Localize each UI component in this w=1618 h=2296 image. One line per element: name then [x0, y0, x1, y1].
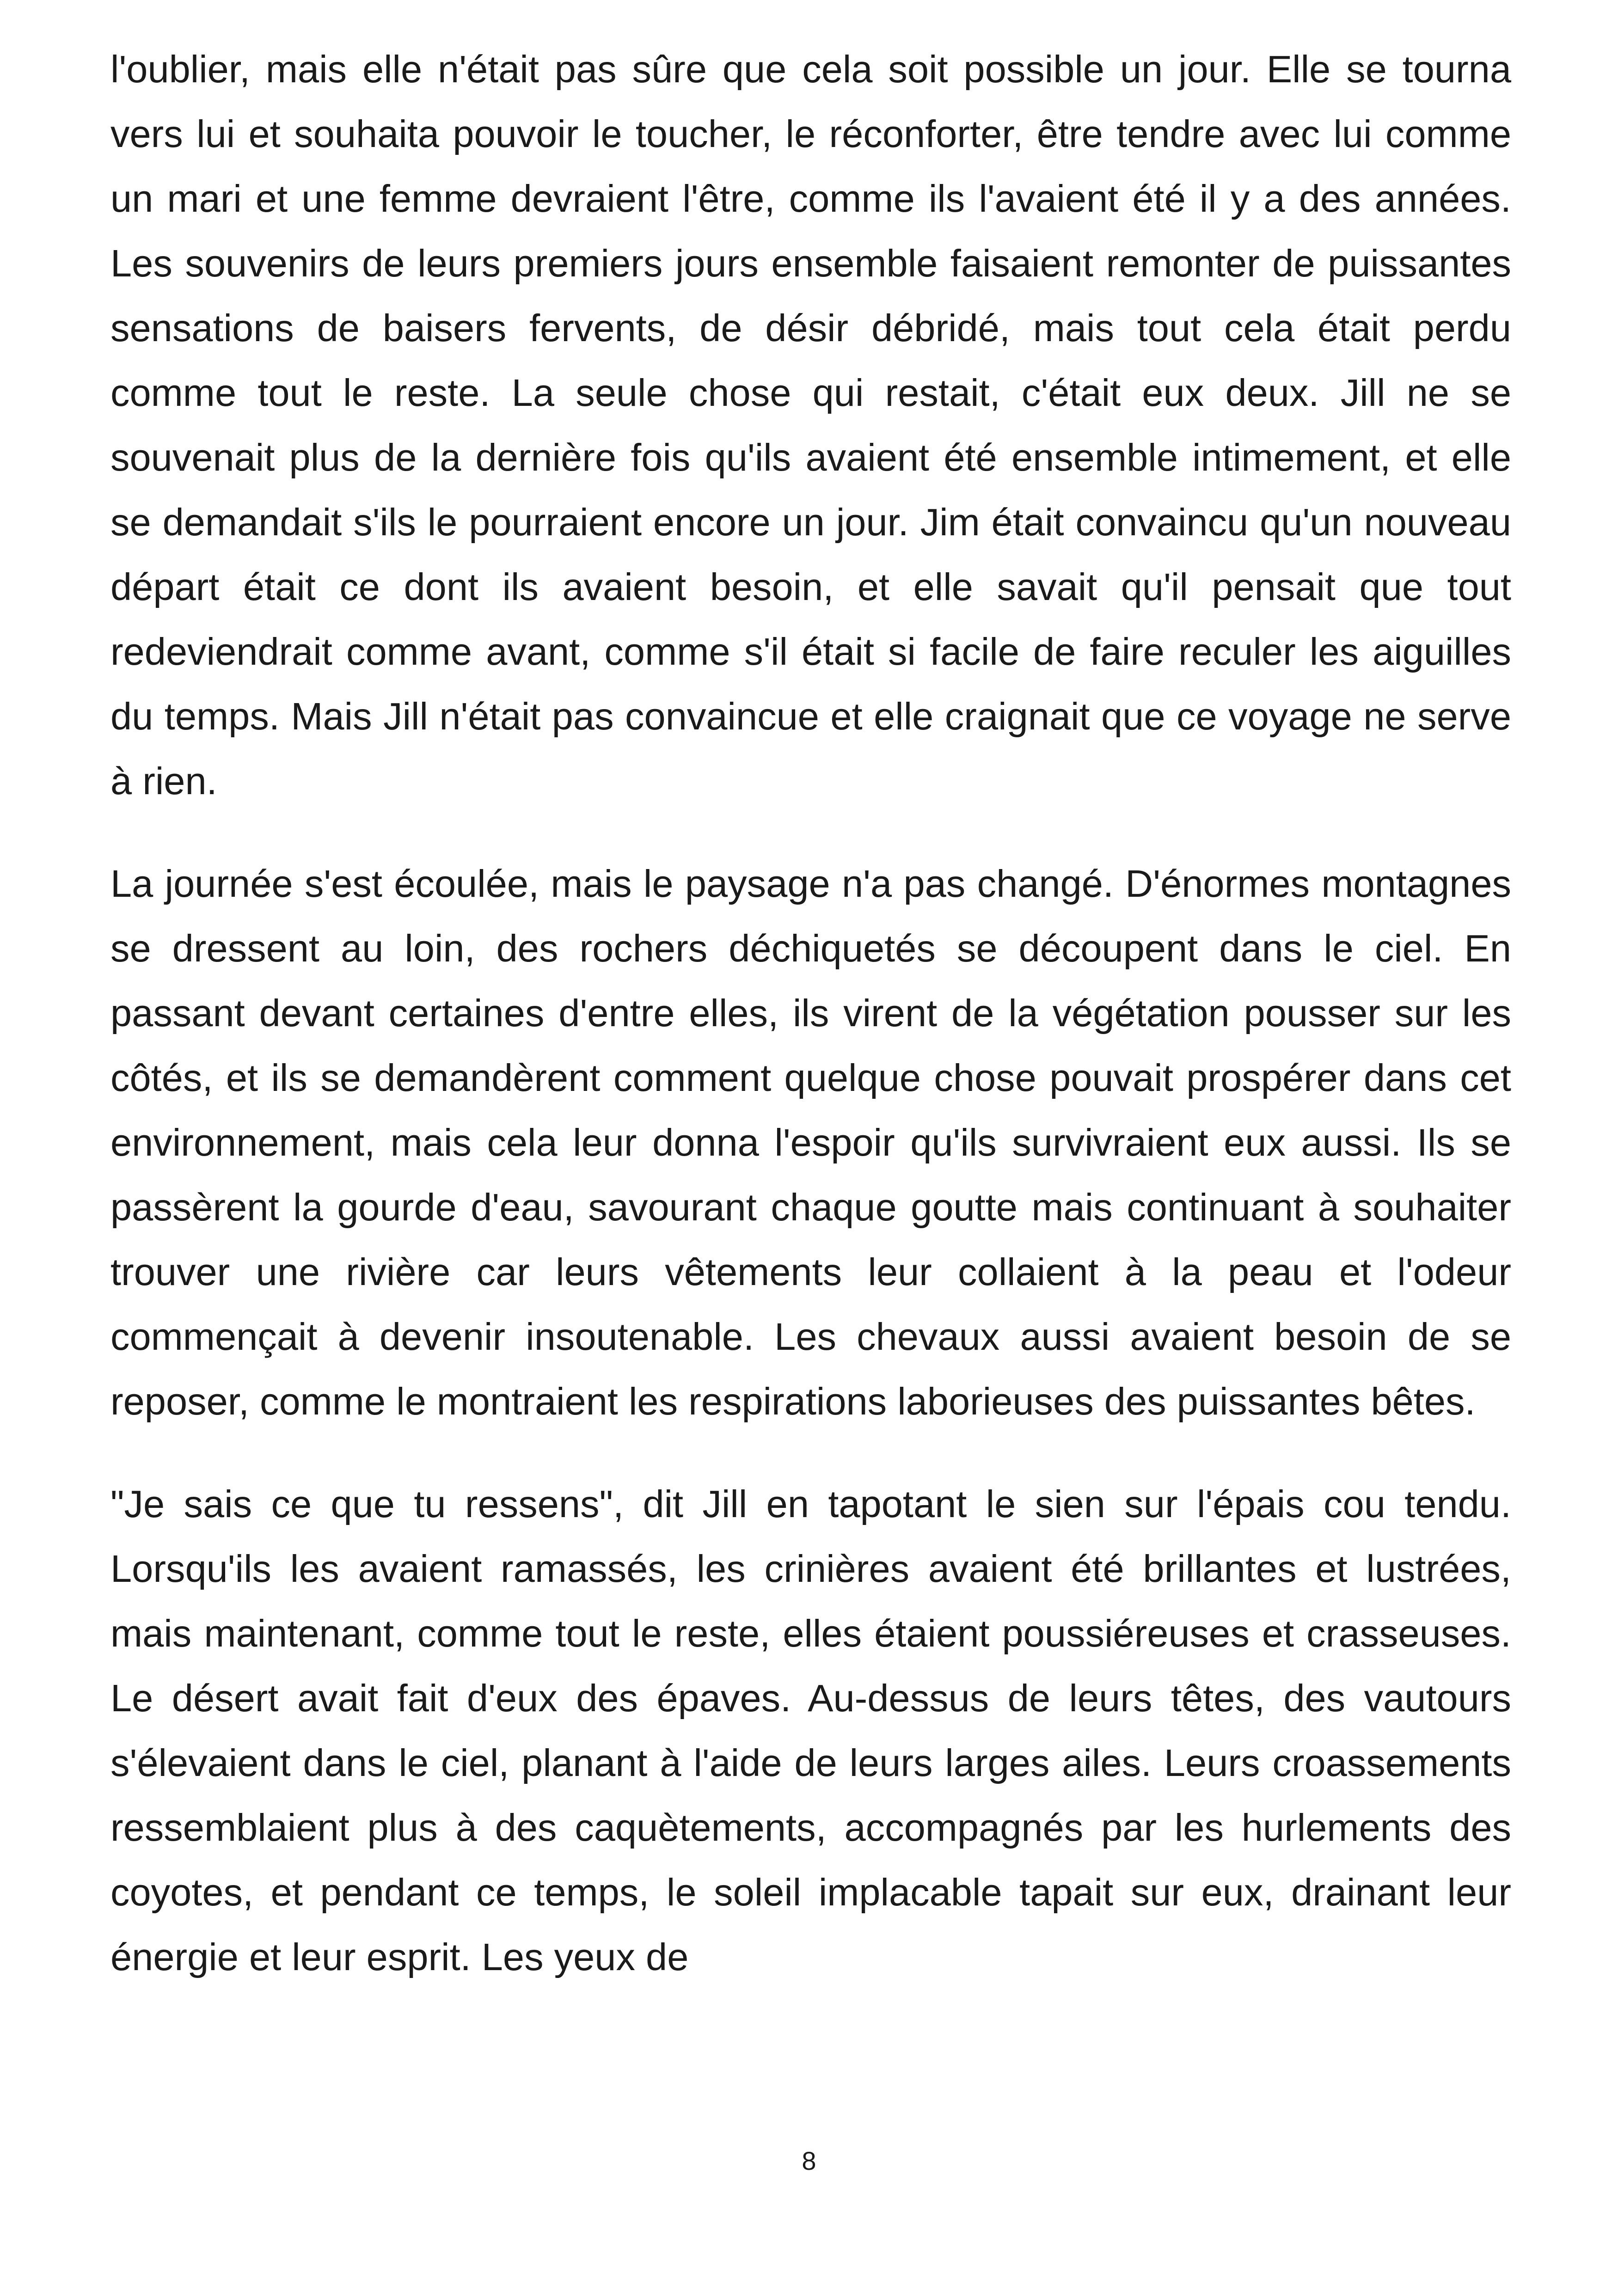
paragraph-3: "Je sais ce que tu ressens", dit Jill en tapotant le sien sur l'épais cou tendu. Lorsqu'ils les avaient ramassés, les crinières avaient été brillantes et lustrées, mais maintenant, comme tout le reste, elles étaient poussiéreuses et crasseuses. Le désert avait fait d'eux des épaves. Au-dessus de leurs têtes, des vautours s'élevaient dans le ciel, planant à l'aide de leurs larges ailes. Leurs croassements ressemblaient plus à des caquètements, accompagnés par les hurlements des coyotes, et pendant ce temps, le soleil implacable tapait sur eux, drainant leur énergie et leur esprit. Les yeux de — [110, 1482, 1511, 1978]
paragraph-2: La journée s'est écoulée, mais le paysage n'a pas changé. D'énormes montagnes se dressent au loin, des rochers déchiquetés se découpent dans le ciel. En passant devant certaines d'entre elles, ils virent de la végétation pousser sur les côtés, et ils se demandèrent comment quelque chose pouvait prospérer dans cet environnement, mais cela leur donna l'espoir qu'ils survivraient eux aussi. Ils se passèrent la gourde d'eau, savourant chaque goutte mais continuant à souhaiter trouver une rivière car leurs vêtements leur collaient à la peau et l'odeur commençait à devenir insoutenable. Les chevaux aussi avaient besoin de se reposer, comme le montraient les respirations laborieuses des puissantes bêtes. — [110, 862, 1511, 1423]
paragraph-1: l'oublier, mais elle n'était pas sûre que cela soit possible un jour. Elle se tourna vers lui et souhaita pouvoir le toucher, le réconforter, être tendre avec lui comme un mari et une femme devraient l'être, comme ils l'avaient été il y a des années. Les souvenirs de leurs premiers jours ensemble faisaient remonter de puissantes sensations de baisers fervents, de désir débridé, mais tout cela était perdu comme tout le reste. La seule chose qui restait, c'était eux deux. Jill ne se souvenait plus de la dernière fois qu'ils avaient été ensemble intimement, et elle se demandait s'ils le pourraient encore un jour. Jim était convaincu qu'un nouveau départ était ce dont ils avaient besoin, et elle savait qu'il pensait que tout redeviendrait comme avant, comme s'il était si facile de faire reculer les aiguilles du temps. Mais Jill n'était pas convaincue et elle craignait que ce voyage ne serve à rien. — [110, 48, 1511, 802]
page-number: 8 — [802, 2146, 816, 2175]
body-text — [110, 37, 1511, 2027]
